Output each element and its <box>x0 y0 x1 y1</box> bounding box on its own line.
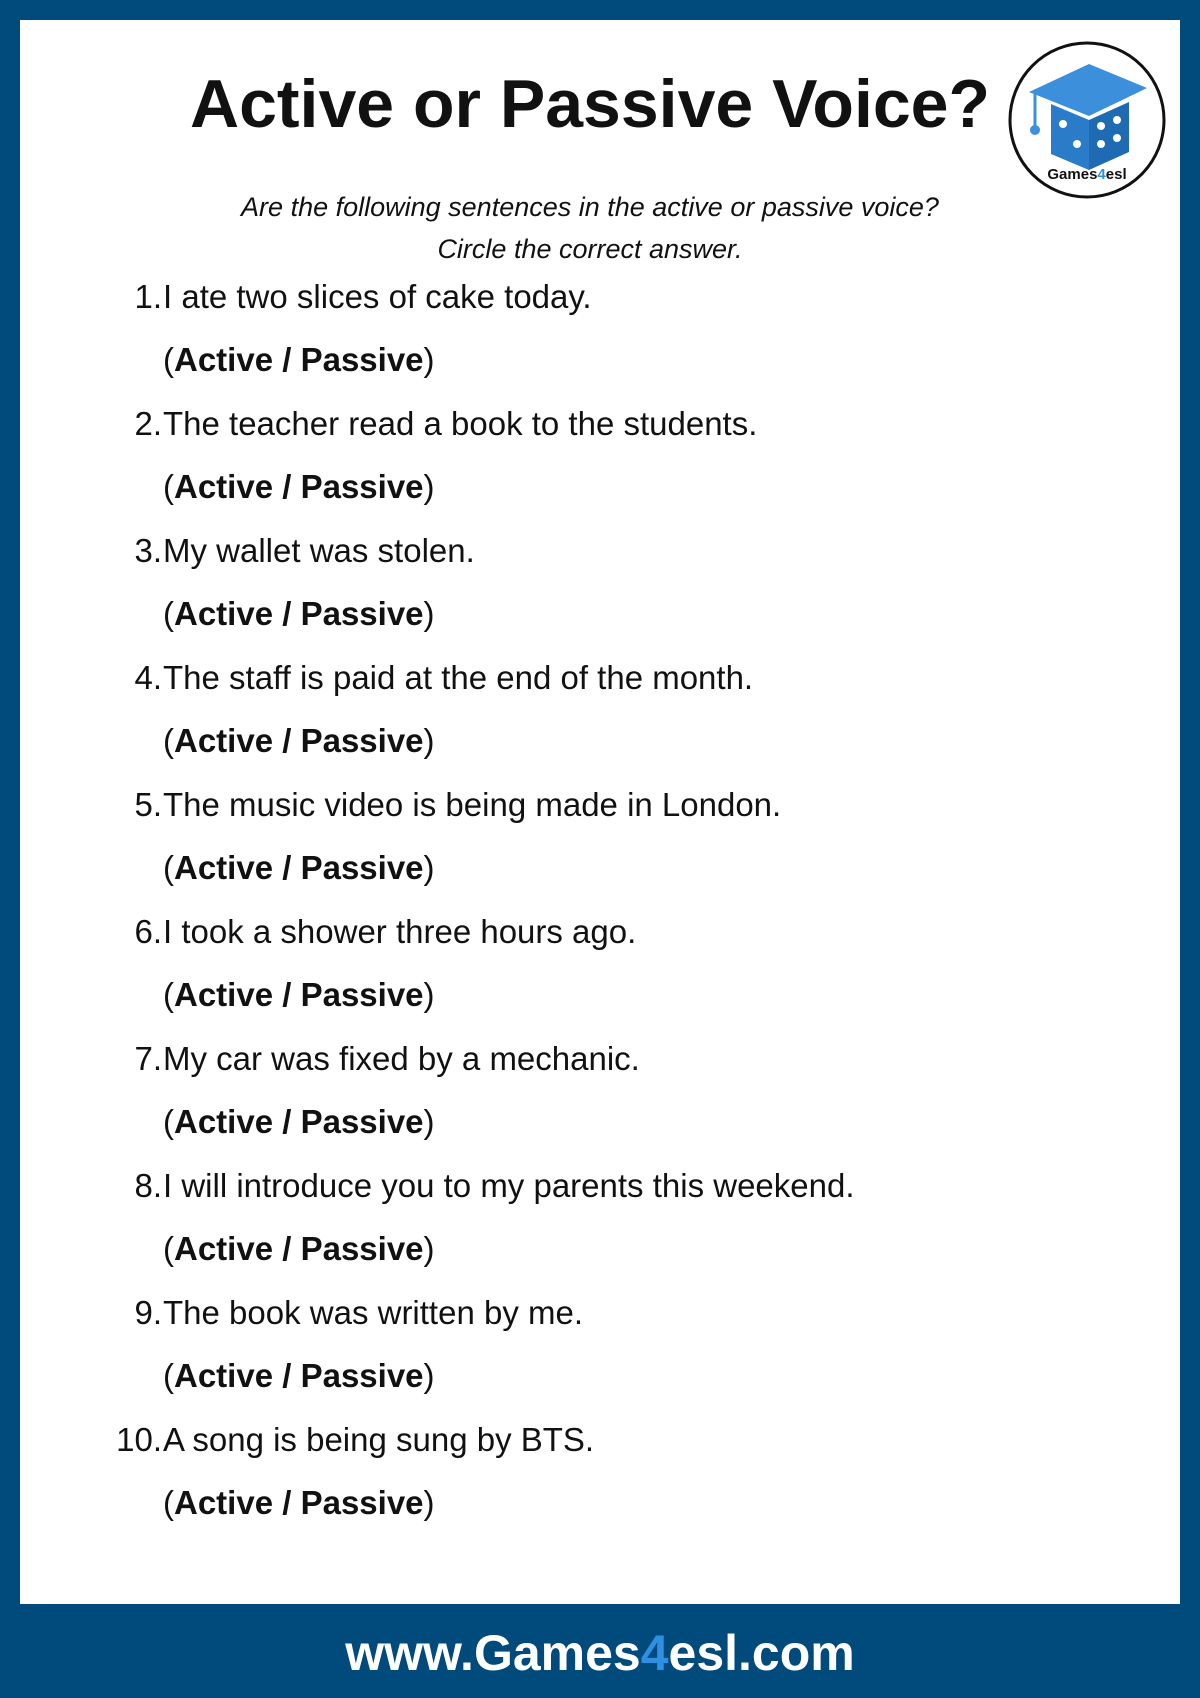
question-item <box>0 399 1180 526</box>
choice-active[interactable]: Active <box>174 595 274 632</box>
choice-passive[interactable]: Passive <box>300 1103 424 1140</box>
choice-active[interactable]: Active <box>174 849 274 886</box>
question-item <box>0 780 1180 907</box>
question-number: 10. <box>116 1421 162 1458</box>
choice-passive[interactable]: Passive <box>300 595 424 632</box>
choice-active[interactable]: Active <box>174 976 274 1013</box>
question-text: The teacher read a book to the students. <box>163 405 758 442</box>
choice-active[interactable]: Active <box>174 468 274 505</box>
logo-text-suffix: esl <box>1105 166 1127 183</box>
answer-choices: (Active / Passive) <box>163 1484 435 1521</box>
question-number: 1. <box>134 278 162 315</box>
answer-choices: (Active / Passive) <box>163 1230 435 1267</box>
question-item <box>0 1415 1180 1542</box>
choice-passive[interactable]: Passive <box>300 849 424 886</box>
question-item <box>0 1288 1180 1415</box>
choice-active[interactable]: Active <box>174 341 274 378</box>
answer-choices: (Active / Passive) <box>163 468 435 505</box>
question-item <box>0 907 1180 1034</box>
question-text: A song is being sung by BTS. <box>163 1421 595 1458</box>
answer-choices: (Active / Passive) <box>163 1357 435 1394</box>
question-text: The book was written by me. <box>163 1294 584 1331</box>
question-number: 3. <box>134 532 162 569</box>
question-list <box>0 272 1180 1542</box>
page-title: Active or Passive Voice? <box>189 66 991 142</box>
url-digit: 4 <box>640 1625 669 1681</box>
choice-active[interactable]: Active <box>174 1357 274 1394</box>
choice-active[interactable]: Active <box>174 1484 274 1521</box>
question-text: I ate two slices of cake today. <box>163 278 592 315</box>
answer-choices: (Active / Passive) <box>163 849 435 886</box>
question-text: The music video is being made in London. <box>163 786 782 823</box>
svg-text:Games4esl <box>1047 166 1126 183</box>
url-prefix: www.Games <box>345 1625 641 1681</box>
question-text: My wallet was stolen. <box>163 532 475 569</box>
question-item <box>0 526 1180 653</box>
question-number: 9. <box>134 1294 162 1331</box>
choice-passive[interactable]: Passive <box>300 976 424 1013</box>
answer-choices: (Active / Passive) <box>163 976 435 1013</box>
graduation-cap-dice-icon <box>1007 40 1167 200</box>
url-suffix: esl.com <box>668 1625 855 1681</box>
instructions <box>0 186 1180 270</box>
question-text: I will introduce you to my parents this weekend. <box>163 1167 855 1204</box>
choice-passive[interactable]: Passive <box>300 1230 424 1267</box>
choice-passive[interactable]: Passive <box>300 468 424 505</box>
games4esl-logo <box>1007 40 1167 200</box>
choice-passive[interactable]: Passive <box>300 722 424 759</box>
choice-passive[interactable]: Passive <box>300 1357 424 1394</box>
question-number: 4. <box>134 659 162 696</box>
logo-text-prefix: Games <box>1047 166 1098 183</box>
website-url[interactable] <box>0 1622 1200 1684</box>
instructions-line-1: Are the following sentences in the active or passive voice? <box>241 192 939 222</box>
question-number: 7. <box>134 1040 162 1077</box>
choice-passive[interactable]: Passive <box>300 341 424 378</box>
question-item <box>0 1161 1180 1288</box>
choice-active[interactable]: Active <box>174 1230 274 1267</box>
answer-choices: (Active / Passive) <box>163 722 435 759</box>
logo-text-digit: 4 <box>1097 166 1106 183</box>
question-number: 5. <box>134 786 162 823</box>
question-item <box>0 1034 1180 1161</box>
question-item <box>0 272 1180 399</box>
instructions-line-2: Circle the correct answer. <box>437 234 743 264</box>
choice-active[interactable]: Active <box>174 722 274 759</box>
question-text: I took a shower three hours ago. <box>163 913 637 950</box>
answer-choices: (Active / Passive) <box>163 341 435 378</box>
choice-passive[interactable]: Passive <box>300 1484 424 1521</box>
answer-choices: (Active / Passive) <box>163 595 435 632</box>
question-item <box>0 653 1180 780</box>
question-text: The staff is paid at the end of the month. <box>163 659 754 696</box>
question-text: My car was fixed by a mechanic. <box>163 1040 640 1077</box>
answer-choices: (Active / Passive) <box>163 1103 435 1140</box>
question-number: 2. <box>134 405 162 442</box>
question-number: 6. <box>134 913 162 950</box>
question-number: 8. <box>134 1167 162 1204</box>
choice-active[interactable]: Active <box>174 1103 274 1140</box>
